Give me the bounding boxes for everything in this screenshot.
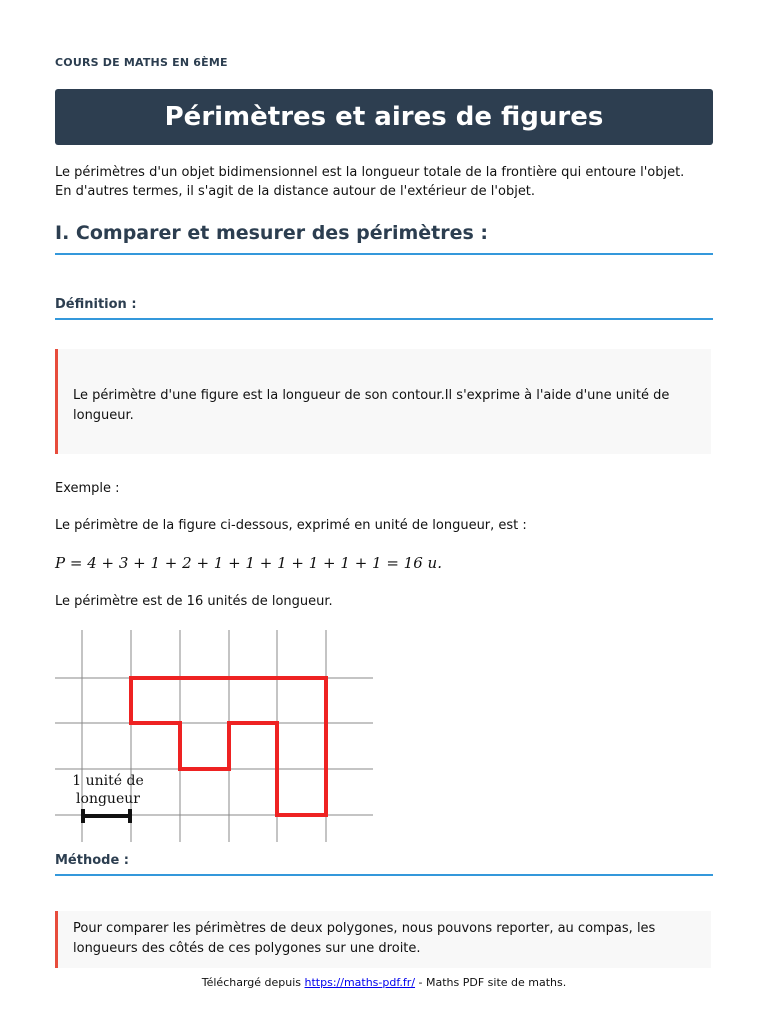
footer-prefix: Téléchargé depuis bbox=[201, 976, 305, 989]
unit-bar bbox=[82, 809, 131, 823]
section-heading: I. Comparer et mesurer des périmètres : bbox=[55, 222, 713, 255]
definition-text: Le périmètre d'une figure est la longueur de son contour.Il s'exprime à l'aide d'une unité de longueur. bbox=[73, 388, 670, 423]
title-banner bbox=[55, 89, 713, 145]
method-text: Pour comparer les périmètres de deux polygones, nous pouvons reporter, au compas, les longueurs des côtés de ces polygones sur une droite. bbox=[73, 921, 656, 956]
unit-label-line-2: longueur bbox=[76, 791, 140, 807]
unit-label-line-1: 1 unité de bbox=[72, 773, 144, 789]
intro-line-2: En d'autres termes, il s'agit de la distance autour de l'extérieur de l'objet. bbox=[55, 184, 536, 199]
example-intro: Le périmètre de la figure ci-dessous, exprimé en unité de longueur, est : bbox=[55, 518, 527, 533]
perimeter-formula bbox=[55, 554, 442, 572]
formula-text: P = 4 + 3 + 1 + 2 + 1 + 1 + 1 + 1 + 1 + 1 = 16 u. bbox=[55, 554, 442, 572]
footer-suffix: - Maths PDF site de maths. bbox=[415, 976, 567, 989]
footer-link[interactable]: https://maths-pdf.fr/ bbox=[304, 976, 416, 989]
course-kicker: COURS DE MATHS EN 6ÈME bbox=[55, 56, 228, 69]
definition-box bbox=[55, 349, 711, 454]
method-box bbox=[55, 911, 711, 968]
example-label: Exemple : bbox=[55, 481, 120, 496]
example-result: Le périmètre est de 16 unités de longueur. bbox=[55, 594, 333, 609]
intro-paragraph bbox=[55, 163, 715, 201]
perimeter-figure bbox=[55, 630, 375, 842]
footer bbox=[0, 976, 768, 989]
method-heading: Méthode : bbox=[55, 853, 713, 876]
definition-heading: Définition : bbox=[55, 297, 713, 320]
intro-line-1: Le périmètres d'un objet bidimensionnel est la longueur totale de la frontière qui entoure l'objet. bbox=[55, 165, 685, 180]
page-title: Périmètres et aires de figures bbox=[164, 102, 604, 132]
